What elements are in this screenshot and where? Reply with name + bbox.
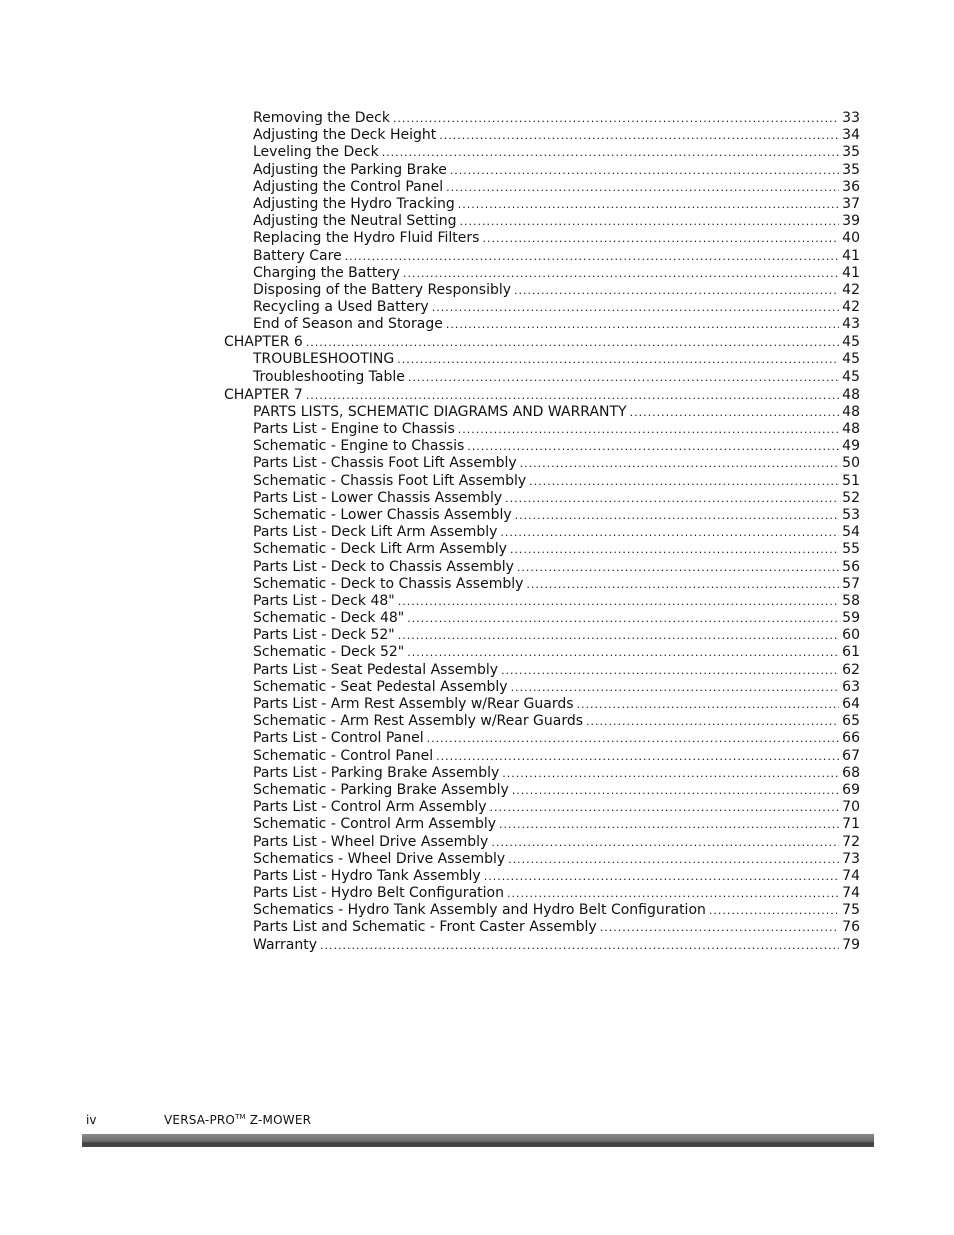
toc-chapter-entry[interactable] (224, 386, 860, 404)
toc-entry[interactable] (224, 316, 860, 333)
toc-entry-page: 48 (842, 403, 860, 420)
toc-entry-page: 35 (842, 144, 860, 161)
dot-leader (439, 127, 839, 144)
toc-entry-title: Disposing of the Battery Responsibly (253, 281, 512, 298)
dot-leader (403, 265, 839, 282)
toc-entry[interactable] (224, 696, 860, 713)
toc-entry-title: Warranty (253, 936, 318, 953)
dot-leader (507, 885, 839, 902)
toc-entry[interactable] (224, 902, 860, 919)
toc-entry-title: Parts List - Control Panel (253, 730, 424, 747)
toc-entry[interactable] (224, 937, 860, 954)
toc-entry-title: CHAPTER 7 (224, 386, 303, 403)
toc-entry-page: 73 (842, 850, 860, 867)
toc-entry-title: Adjusting the Control Panel (253, 178, 444, 195)
toc-entry-page: 79 (842, 936, 860, 953)
dot-leader (458, 421, 839, 438)
toc-entry-page: 37 (842, 195, 860, 212)
toc-entry[interactable] (224, 144, 860, 161)
toc-entry-page: 42 (842, 299, 860, 316)
dot-leader (514, 282, 839, 299)
dot-leader (600, 919, 839, 936)
toc-entry-page: 41 (842, 264, 860, 281)
toc-entry-page: 43 (842, 316, 860, 333)
dot-leader (526, 576, 839, 593)
toc-entry[interactable] (224, 868, 860, 885)
dot-leader (501, 662, 839, 679)
toc-entry-title: Recycling a Used Battery (253, 299, 429, 316)
toc-entry-page: 35 (842, 161, 860, 178)
toc-entry[interactable] (224, 885, 860, 902)
dot-leader (491, 834, 839, 851)
toc-entry-title: Battery Care (253, 247, 342, 264)
dot-leader (512, 782, 839, 799)
toc-entry-page: 49 (842, 438, 860, 455)
dot-leader (306, 387, 839, 404)
dot-leader (484, 868, 839, 885)
toc-entry-title: Troubleshooting Table (253, 368, 405, 385)
toc-entry-page: 68 (842, 764, 860, 781)
dot-leader (306, 334, 839, 351)
toc-entry-page: 54 (842, 524, 860, 541)
toc-entry-page: 70 (842, 799, 860, 816)
toc-entry-page: 74 (842, 885, 860, 902)
toc-entry-page: 36 (842, 178, 860, 195)
toc-entry-page: 63 (842, 678, 860, 695)
toc-entry-title: Adjusting the Parking Brake (253, 161, 447, 178)
toc-entry[interactable] (224, 662, 860, 679)
toc-entry-title: Parts List - Parking Brake Assembly (253, 764, 500, 781)
toc-entry-page: 51 (842, 472, 860, 489)
toc-entry-title: Schematic - Chassis Foot Lift Assembly (253, 472, 527, 489)
toc-entry-title: Adjusting the Hydro Tracking (253, 195, 455, 212)
toc-entry-title: Parts List - Control Arm Assembly (253, 799, 487, 816)
toc-entry-page: 58 (842, 592, 860, 609)
footer-divider-bar (82, 1134, 874, 1147)
toc-entry-title: Schematics - Hydro Tank Assembly and Hydro Belt Configuration (253, 902, 706, 919)
toc-entry-page: 52 (842, 489, 860, 506)
toc-entry[interactable] (224, 421, 860, 438)
toc-entry[interactable] (224, 282, 860, 299)
dot-leader (398, 627, 839, 644)
dot-leader (586, 713, 839, 730)
dot-leader (408, 369, 839, 386)
toc-entry[interactable] (224, 576, 860, 593)
toc-entry-title: Parts List - Engine to Chassis (253, 421, 455, 437)
toc-entry-page: 66 (842, 730, 860, 747)
toc-entry[interactable] (224, 110, 860, 127)
toc-entry[interactable] (224, 507, 860, 524)
dot-leader (450, 162, 839, 179)
toc-entry[interactable] (224, 782, 860, 799)
footer-title-rest: Z-MOWER (245, 1113, 312, 1127)
toc-entry[interactable] (224, 179, 860, 196)
toc-entry-page: 71 (842, 816, 860, 833)
toc-entry-title: Schematic - Control Panel (253, 747, 434, 764)
dot-leader (508, 851, 839, 868)
table-of-contents (224, 110, 860, 954)
toc-entry[interactable] (224, 438, 860, 455)
toc-entry-page: 42 (842, 281, 860, 298)
dot-leader (345, 248, 839, 265)
toc-entry-page: 41 (842, 247, 860, 264)
dot-leader (398, 593, 839, 610)
dot-leader (517, 559, 839, 576)
dot-leader (446, 179, 839, 196)
toc-entry-page: 33 (842, 110, 860, 126)
toc-entry[interactable] (224, 265, 860, 282)
toc-entry-title: Schematic - Parking Brake Assembly (253, 781, 509, 798)
toc-entry-title: Parts List - Deck to Chassis Assembly (253, 558, 514, 575)
toc-entry-page: 62 (842, 661, 860, 678)
dot-leader (499, 816, 839, 833)
dot-leader (520, 455, 840, 472)
toc-entry[interactable] (224, 404, 860, 421)
dot-leader (446, 316, 839, 333)
toc-entry-page: 48 (842, 386, 860, 403)
toc-entry-page: 53 (842, 506, 860, 523)
toc-entry[interactable] (224, 644, 860, 661)
toc-entry-title: Schematic - Deck 48" (253, 610, 405, 627)
dot-leader (458, 196, 839, 213)
toc-entry-page: 64 (842, 696, 860, 712)
toc-entry[interactable] (224, 559, 860, 576)
toc-entry[interactable] (224, 473, 860, 490)
dot-leader (510, 541, 839, 558)
toc-entry-title: Schematic - Deck 52" (253, 644, 405, 661)
dot-leader (427, 730, 840, 747)
footer-title (164, 1113, 311, 1127)
toc-entry[interactable] (224, 765, 860, 782)
toc-entry-title: Leveling the Deck (253, 144, 379, 161)
toc-entry[interactable] (224, 713, 860, 730)
toc-entry-title: Parts List - Lower Chassis Assembly (253, 489, 503, 506)
toc-entry-title: Schematic - Engine to Chassis (253, 438, 465, 455)
toc-entry-page: 40 (842, 230, 860, 247)
toc-entry-title: Schematic - Seat Pedestal Assembly (253, 678, 508, 695)
toc-entry-title: Parts List - Deck Lift Arm Assembly (253, 524, 498, 541)
toc-entry-title: Schematic - Deck Lift Arm Assembly (253, 541, 507, 558)
toc-entry-page: 48 (842, 421, 860, 437)
dot-leader (393, 110, 839, 127)
dot-leader (482, 230, 839, 247)
toc-entry-title: Parts List - Deck 48" (253, 592, 395, 609)
dot-leader (577, 696, 840, 713)
dot-leader (407, 644, 839, 661)
dot-leader (505, 490, 839, 507)
toc-entry[interactable] (224, 369, 860, 386)
toc-entry-title: TROUBLESHOOTING (253, 351, 395, 368)
dot-leader (490, 799, 840, 816)
toc-entry[interactable] (224, 127, 860, 144)
toc-entry[interactable] (224, 610, 860, 627)
toc-entry[interactable] (224, 679, 860, 696)
toc-entry-title: Parts List - Arm Rest Assembly w/Rear Guards (253, 696, 574, 712)
toc-entry[interactable] (224, 627, 860, 644)
dot-leader (397, 351, 839, 368)
toc-entry-title: Parts List - Deck 52" (253, 627, 395, 644)
dot-leader (432, 299, 839, 316)
toc-entry-page: 39 (842, 213, 860, 230)
toc-entry-page: 60 (842, 627, 860, 644)
toc-entry[interactable] (224, 213, 860, 230)
dot-leader (467, 438, 839, 455)
toc-entry-page: 57 (842, 575, 860, 592)
toc-entry-page: 59 (842, 610, 860, 627)
toc-entry[interactable] (224, 541, 860, 558)
toc-entry-title: PARTS LISTS, SCHEMATIC DIAGRAMS AND WARRANTY (253, 403, 627, 420)
dot-leader (502, 765, 839, 782)
dot-leader (500, 524, 839, 541)
footer-page-number: iv (86, 1113, 97, 1127)
toc-entry-title: End of Season and Storage (253, 316, 443, 333)
toc-entry[interactable] (224, 351, 860, 368)
toc-entry-page: 56 (842, 558, 860, 575)
toc-entry-title: Schematics - Wheel Drive Assembly (253, 850, 506, 867)
toc-entry-title: Parts List - Hydro Belt Configuration (253, 885, 504, 902)
toc-entry-title: CHAPTER 6 (224, 334, 303, 351)
toc-entry-page: 50 (842, 455, 860, 472)
toc-chapter-entry[interactable] (224, 333, 860, 351)
toc-entry-title: Charging the Battery (253, 264, 400, 281)
toc-entry[interactable] (224, 593, 860, 610)
toc-entry-title: Parts List and Schematic - Front Caster Assembly (253, 919, 597, 936)
dot-leader (529, 473, 839, 490)
toc-entry[interactable] (224, 834, 860, 851)
dot-leader (407, 610, 839, 627)
toc-entry[interactable] (224, 919, 860, 936)
toc-entry-page: 55 (842, 541, 860, 558)
toc-entry[interactable] (224, 455, 860, 472)
toc-entry-page: 69 (842, 781, 860, 798)
toc-entry-title: Schematic - Deck to Chassis Assembly (253, 575, 524, 592)
toc-entry[interactable] (224, 851, 860, 868)
toc-entry-title: Schematic - Lower Chassis Assembly (253, 506, 512, 523)
toc-entry[interactable] (224, 162, 860, 179)
toc-entry[interactable] (224, 748, 860, 765)
dot-leader (511, 679, 840, 696)
toc-entry-title: Parts List - Wheel Drive Assembly (253, 833, 489, 850)
toc-entry-page: 61 (842, 644, 860, 661)
toc-entry-page: 75 (842, 902, 860, 919)
dot-leader (709, 902, 839, 919)
toc-entry-page: 34 (842, 127, 860, 144)
toc-entry-page: 72 (842, 833, 860, 850)
dot-leader (436, 748, 839, 765)
toc-entry[interactable] (224, 299, 860, 316)
dot-leader (460, 213, 840, 230)
dot-leader (515, 507, 840, 524)
toc-entry-title: Removing the Deck (253, 110, 390, 126)
toc-entry[interactable] (224, 230, 860, 247)
toc-entry[interactable] (224, 196, 860, 213)
toc-entry[interactable] (224, 730, 860, 747)
dot-leader (630, 404, 840, 421)
toc-entry[interactable] (224, 799, 860, 816)
dot-leader (382, 144, 839, 161)
toc-entry[interactable] (224, 248, 860, 265)
toc-entry-page: 45 (842, 351, 860, 368)
toc-entry-title: Replacing the Hydro Fluid Filters (253, 230, 480, 247)
toc-entry-page: 76 (842, 919, 860, 936)
toc-entry[interactable] (224, 816, 860, 833)
toc-entry-page: 65 (842, 713, 860, 730)
toc-entry-title: Parts List - Seat Pedestal Assembly (253, 661, 499, 678)
toc-entry-title: Schematic - Arm Rest Assembly w/Rear Guards (253, 713, 584, 730)
toc-entry-page: 45 (842, 368, 860, 385)
dot-leader (320, 937, 839, 954)
toc-entry-page: 45 (842, 334, 860, 351)
toc-entry-title: Adjusting the Deck Height (253, 127, 437, 144)
toc-entry-title: Parts List - Hydro Tank Assembly (253, 867, 481, 884)
toc-entry[interactable] (224, 490, 860, 507)
toc-entry-title: Parts List - Chassis Foot Lift Assembly (253, 455, 517, 472)
toc-entry-page: 67 (842, 747, 860, 764)
toc-entry-title: Schematic - Control Arm Assembly (253, 816, 497, 833)
toc-entry[interactable] (224, 524, 860, 541)
toc-entry-page: 74 (842, 867, 860, 884)
trademark-mark: TM (235, 1113, 246, 1121)
footer-title-main: VERSA-PRO (164, 1113, 236, 1127)
toc-entry-title: Adjusting the Neutral Setting (253, 213, 457, 230)
